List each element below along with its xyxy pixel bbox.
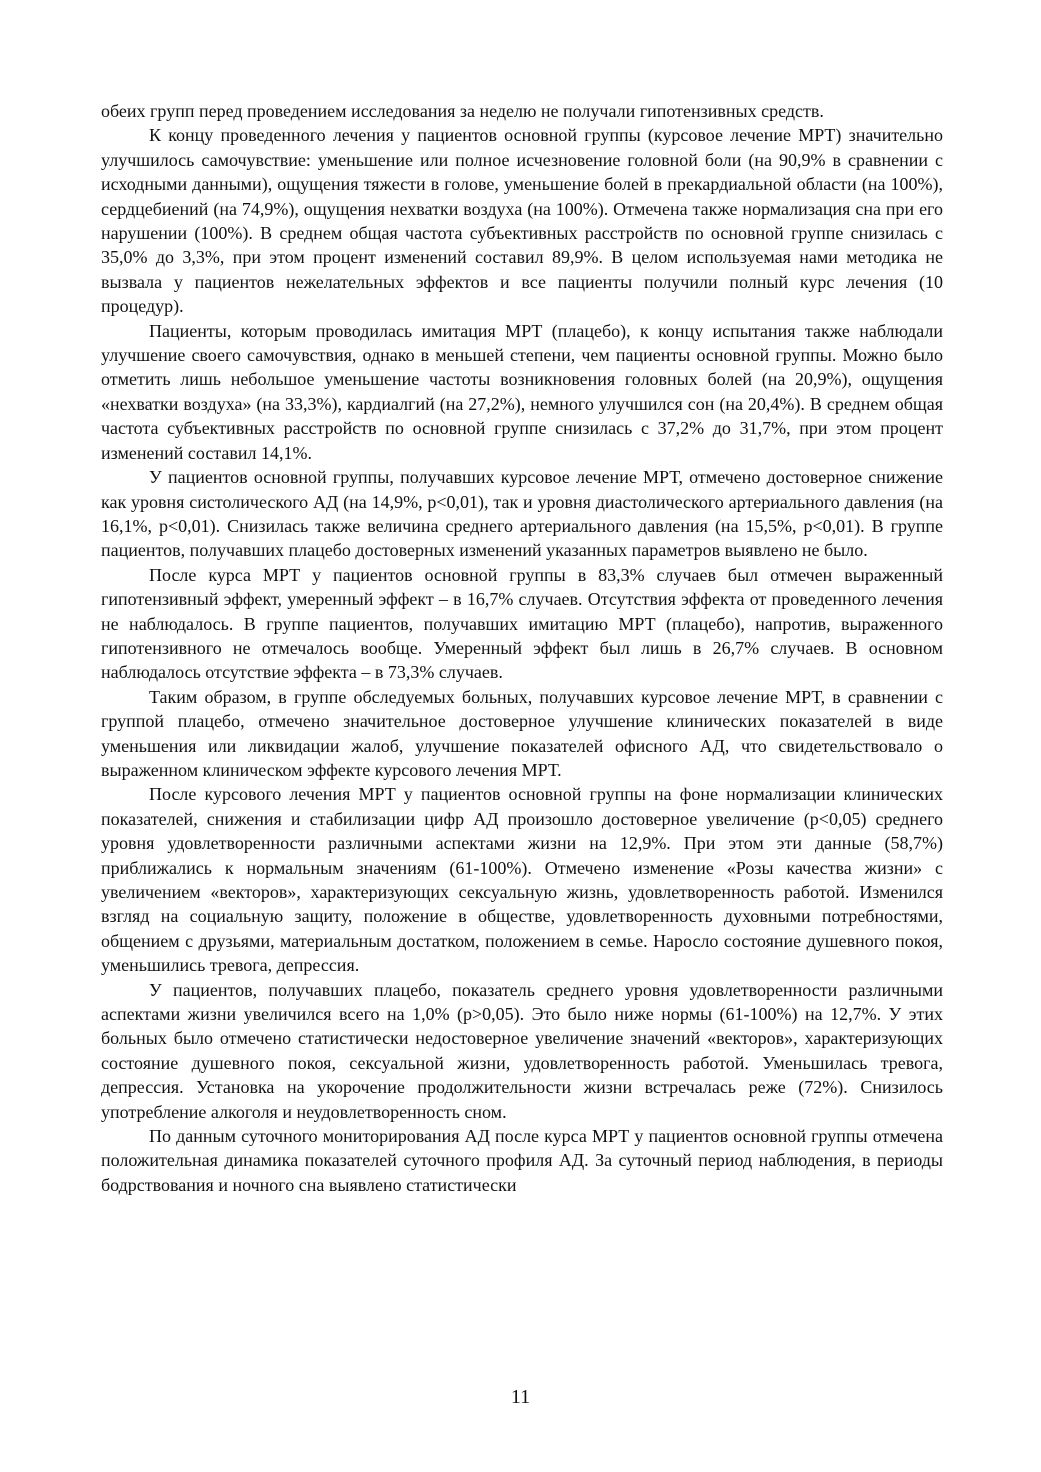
paragraph-6: Таким образом, в группе обследуемых больных, получавших курсовое лечение МРТ, в сравнении с группой плацебо, отмечено значительное достоверное улучшение клинических показателей в виде уменьшения или ликвидации жалоб, улучшение показателей офисного АД, что свидетельствовало о выраженном клиническом эффекте курсового лечения МРТ. xyxy=(101,686,943,780)
paragraph-4: У пациентов основной группы, получавших курсовое лечение МРТ, отмечено достоверное снижение как уровня систолического АД (на 14,9%, p<0,01), так и уровня диастолического артериального давления (на 16,1%, p<0,01). Снизилась также величина среднего артериального давления (на 15,5%, p<0,01). В группе пациентов, получавших плацебо достоверных изменений указанных параметров выявлено не было. xyxy=(101,467,943,561)
document-body xyxy=(101,99,943,1197)
paragraph-2: К концу проведенного лечения у пациентов основной группы (курсовое лечение МРТ) значительно улучшилось самочувствие: уменьшение или полное исчезновение головной боли (на 90,9% в сравнении с исходными данными), ощущения тяжести в голове, уменьшение болей в прекардиальной области (на 100%), сердцебиений (на 74,9%), ощущения нехватки воздуха (на 100%). Отмечена также нормализация сна при его нарушении (100%). В среднем общая частота субъективных расстройств по основной группе снизилась с 35,0% до 3,3%, при этом процент изменений составил 89,9%. В целом используемая нами методика не вызвала у пациентов нежелательных эффектов и все пациенты получили полный курс лечения (10 процедур). xyxy=(101,125,943,317)
paragraph-3: Пациенты, которым проводилась имитация МРТ (плацебо), к концу испытания также наблюдали улучшение своего самочувствия, однако в меньшей степени, чем пациенты основной группы. Можно было отметить лишь небольшое уменьшение частоты возникновения головных болей (на 20,9%), ощущения «нехватки воздуха» (на 33,3%), кардиалгий (на 27,2%), немного улучшился сон (на 20,4%). В среднем общая частота субъективных расстройств по основной группе снизилась с 37,2% до 31,7%, при этом процент изменений составил 14,1%. xyxy=(101,320,943,463)
page-number: 11 xyxy=(510,1386,531,1408)
paragraph-7: После курсового лечения МРТ у пациентов основной группы на фоне нормализации клинических показателей, снижения и стабилизации цифр АД произошло достоверное увеличение (p<0,05) среднего уровня удовлетворенности различными аспектами жизни на 12,9%. При этом эти данные (58,7%) приближались к нормальным значениям (61-100%). Отмечено изменение «Розы качества жизни» с увеличением «векторов», характеризующих сексуальную жизнь, удовлетворенность работой. Изменился взгляд на социальную защиту, положение в обществе, удовлетворенность духовными потребностями, общением с друзьями, материальным достатком, положением в семье. Наросло состояние душевного покоя, уменьшились тревога, депрессия. xyxy=(101,784,943,976)
paragraph-1: обеих групп перед проведением исследования за неделю не получали гипотензивных средств. xyxy=(101,101,824,121)
paragraph-5: После курса МРТ у пациентов основной группы в 83,3% случаев был отмечен выраженный гипотензивный эффект, умеренный эффект – в 16,7% случаев. Отсутствия эффекта от проведенного лечения не наблюдалось. В группе пациентов, получавших имитацию МРТ (плацебо), напротив, выраженного гипотензивного не отмечалось вообще. Умеренный эффект был лишь в 26,7% случаев. В основном наблюдалось отсутствие эффекта – в 73,3% случаев. xyxy=(101,564,943,683)
paragraph-8: У пациентов, получавших плацебо, показатель среднего уровня удовлетворенности различными аспектами жизни увеличился всего на 1,0% (p>0,05). Это было ниже нормы (61-100%) на 12,7%. У этих больных было отмечено статистически недостоверное увеличение значений «векторов», характеризующих состояние душевного покоя, сексуальной жизни, удовлетворенность работой. Уменьшилась тревога, депрессия. Установка на укорочение продолжительности жизни встречалась реже (72%). Снизилось употребление алкоголя и неудовлетворенность сном. xyxy=(101,979,943,1122)
paragraph-9: По данным суточного мониторирования АД после курса МРТ у пациентов основной группы отмечена положительная динамика показателей суточного профиля АД. За суточный период наблюдения, в периоды бодрствования и ночного сна выявлено статистически xyxy=(101,1126,943,1195)
